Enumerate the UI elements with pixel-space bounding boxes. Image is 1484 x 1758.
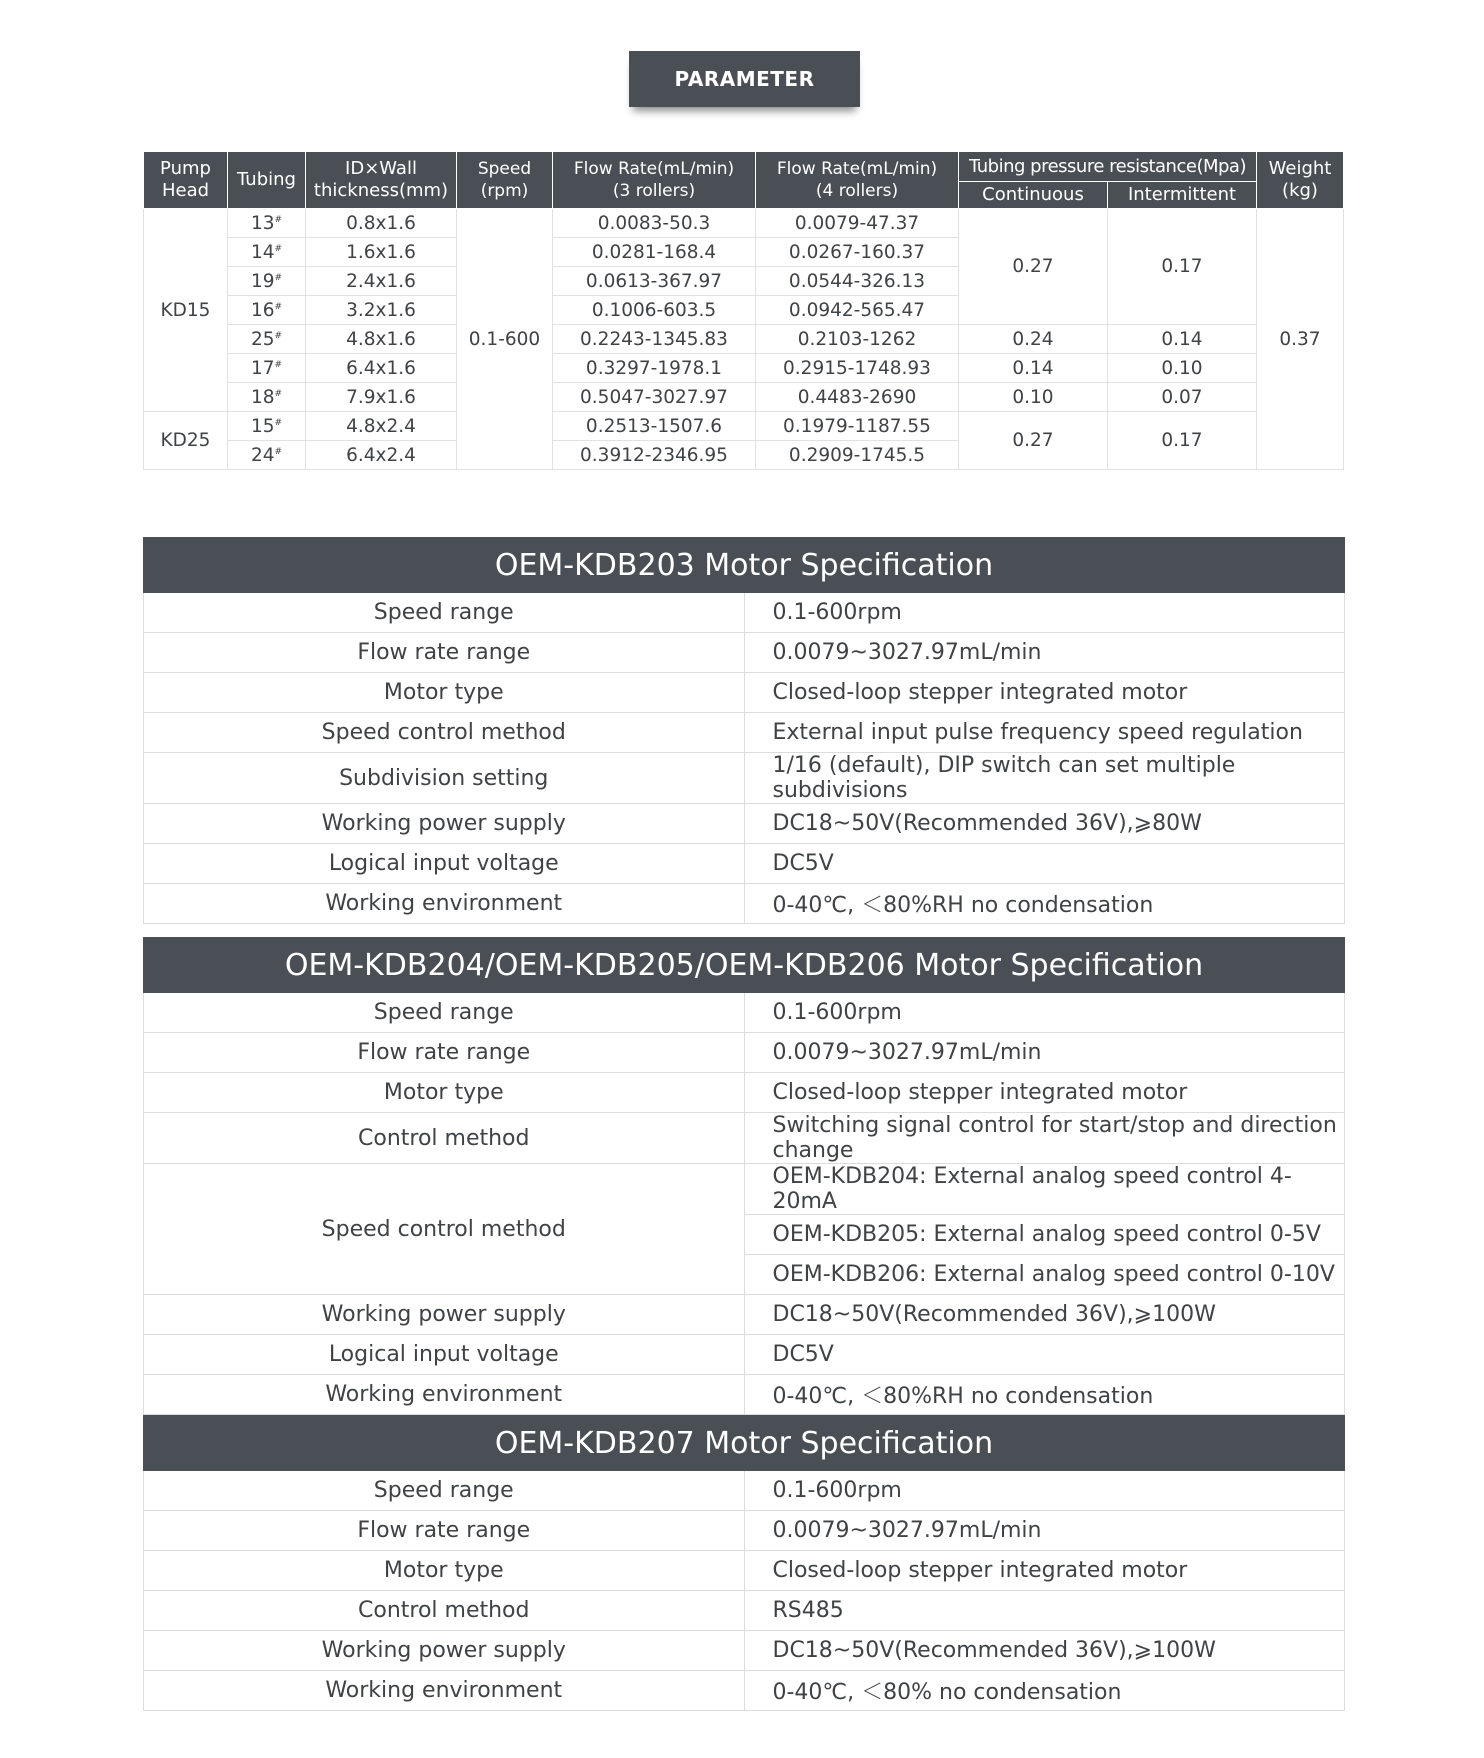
tubing-cell: 24# bbox=[228, 441, 306, 470]
flow-4-cell: 0.2103-1262 bbox=[756, 325, 959, 354]
spec-key: Speed range bbox=[144, 593, 745, 633]
tubing-cell: 18# bbox=[228, 383, 306, 412]
flow-4-cell: 0.2915-1748.93 bbox=[756, 354, 959, 383]
spec-value: Switching signal control for start/stop and direction change bbox=[744, 1113, 1345, 1164]
spec-key: Working power supply bbox=[144, 804, 745, 844]
id-wall-cell: 1.6x1.6 bbox=[306, 238, 457, 267]
spec-value: DC18~50V(Recommended 36V),⩾80W bbox=[744, 804, 1345, 844]
header-flow-4-rollers: Flow Rate(mL/min) (4 rollers) bbox=[756, 152, 959, 209]
spec-value: OEM-KDB204: External analog speed control 4-20mA bbox=[744, 1164, 1345, 1215]
tubing-cell: 13# bbox=[228, 209, 306, 238]
header-speed: Speed (rpm) bbox=[457, 152, 553, 209]
spec-value: External input pulse frequency speed regulation bbox=[744, 713, 1345, 753]
tubing-cell: 17# bbox=[228, 354, 306, 383]
intermittent-cell: 0.07 bbox=[1108, 383, 1257, 412]
spec-value: 0.1-600rpm bbox=[744, 1471, 1345, 1511]
spec-value: 0.0079~3027.97mL/min bbox=[744, 1511, 1345, 1551]
id-wall-cell: 7.9x1.6 bbox=[306, 383, 457, 412]
spec-key: Working environment bbox=[144, 884, 745, 924]
flow-3-cell: 0.5047-3027.97 bbox=[553, 383, 756, 412]
intermittent-cell: 0.10 bbox=[1108, 354, 1257, 383]
tubing-cell: 25# bbox=[228, 325, 306, 354]
intermittent-cell: 0.17 bbox=[1108, 412, 1257, 470]
tubing-cell: 14# bbox=[228, 238, 306, 267]
spec-key: Flow rate range bbox=[144, 1033, 745, 1073]
tubing-cell: 19# bbox=[228, 267, 306, 296]
tubing-cell: 16# bbox=[228, 296, 306, 325]
continuous-cell: 0.14 bbox=[959, 354, 1108, 383]
header-tubing: Tubing bbox=[228, 152, 306, 209]
spec-value: DC18~50V(Recommended 36V),⩾100W bbox=[744, 1631, 1345, 1671]
spec-key: Working environment bbox=[144, 1375, 745, 1415]
header-intermittent: Intermittent bbox=[1108, 182, 1257, 209]
id-wall-cell: 6.4x1.6 bbox=[306, 354, 457, 383]
header-continuous: Continuous bbox=[959, 182, 1108, 209]
spec-value: DC5V bbox=[744, 844, 1345, 884]
continuous-cell: 0.24 bbox=[959, 325, 1108, 354]
spec-table-kdb207 bbox=[143, 1415, 1345, 1711]
intermittent-cell: 0.14 bbox=[1108, 325, 1257, 354]
intermittent-cell: 0.17 bbox=[1108, 209, 1257, 325]
spec-value: Closed-loop stepper integrated motor bbox=[744, 673, 1345, 713]
spec-key: Control method bbox=[144, 1591, 745, 1631]
parameter-table bbox=[143, 151, 1344, 470]
flow-3-cell: 0.3912-2346.95 bbox=[553, 441, 756, 470]
spec-key: Speed range bbox=[144, 1471, 745, 1511]
weight-cell: 0.37 bbox=[1257, 209, 1344, 470]
pump-head-kd25: KD25 bbox=[144, 412, 228, 470]
spec-key: Flow rate range bbox=[144, 633, 745, 673]
spec-value: RS485 bbox=[744, 1591, 1345, 1631]
spec-title: OEM-KDB204/OEM-KDB205/OEM-KDB206 Motor Specification bbox=[144, 938, 1345, 993]
header-pressure-resistance: Tubing pressure resistance(Mpa) bbox=[959, 152, 1257, 182]
flow-3-cell: 0.0083-50.3 bbox=[553, 209, 756, 238]
spec-title: OEM-KDB203 Motor Specification bbox=[144, 538, 1345, 593]
spec-key: Logical input voltage bbox=[144, 844, 745, 884]
tubing-cell: 15# bbox=[228, 412, 306, 441]
flow-4-cell: 0.4483-2690 bbox=[756, 383, 959, 412]
flow-4-cell: 0.0942-565.47 bbox=[756, 296, 959, 325]
spec-key-speed-control: Speed control method bbox=[144, 1164, 745, 1295]
spec-value: Closed-loop stepper integrated motor bbox=[744, 1073, 1345, 1113]
spec-value: 0.1-600rpm bbox=[744, 993, 1345, 1033]
spec-value: DC18~50V(Recommended 36V),⩾100W bbox=[744, 1295, 1345, 1335]
spec-value: OEM-KDB205: External analog speed control 0-5V bbox=[744, 1215, 1345, 1255]
flow-3-cell: 0.0613-367.97 bbox=[553, 267, 756, 296]
spec-value: Closed-loop stepper integrated motor bbox=[744, 1551, 1345, 1591]
flow-3-cell: 0.2513-1507.6 bbox=[553, 412, 756, 441]
header-flow-3-rollers: Flow Rate(mL/min) (3 rollers) bbox=[553, 152, 756, 209]
id-wall-cell: 4.8x2.4 bbox=[306, 412, 457, 441]
flow-3-cell: 0.2243-1345.83 bbox=[553, 325, 756, 354]
spec-value: 1/16 (default), DIP switch can set multiple subdivisions bbox=[744, 753, 1345, 804]
flow-3-cell: 0.0281-168.4 bbox=[553, 238, 756, 267]
flow-4-cell: 0.0267-160.37 bbox=[756, 238, 959, 267]
header-id-wall: ID×Wall thickness(mm) bbox=[306, 152, 457, 209]
spec-value: DC5V bbox=[744, 1335, 1345, 1375]
spec-value: 0-40℃, ＜80%RH no condensation bbox=[744, 884, 1345, 924]
continuous-cell: 0.27 bbox=[959, 412, 1108, 470]
flow-4-cell: 0.0544-326.13 bbox=[756, 267, 959, 296]
id-wall-cell: 2.4x1.6 bbox=[306, 267, 457, 296]
spec-key: Control method bbox=[144, 1113, 745, 1164]
spec-key: Motor type bbox=[144, 673, 745, 713]
parameter-badge: PARAMETER bbox=[629, 51, 860, 107]
spec-value: 0-40℃, ＜80%RH no condensation bbox=[744, 1375, 1345, 1415]
continuous-cell: 0.10 bbox=[959, 383, 1108, 412]
spec-title: OEM-KDB207 Motor Specification bbox=[144, 1416, 1345, 1471]
spec-key: Working power supply bbox=[144, 1295, 745, 1335]
spec-value: 0-40℃, ＜80% no condensation bbox=[744, 1671, 1345, 1711]
flow-3-cell: 0.1006-603.5 bbox=[553, 296, 756, 325]
continuous-cell: 0.27 bbox=[959, 209, 1108, 325]
header-weight: Weight (kg) bbox=[1257, 152, 1344, 209]
flow-4-cell: 0.1979-1187.55 bbox=[756, 412, 959, 441]
flow-4-cell: 0.0079-47.37 bbox=[756, 209, 959, 238]
spec-key: Motor type bbox=[144, 1073, 745, 1113]
flow-4-cell: 0.2909-1745.5 bbox=[756, 441, 959, 470]
header-pump-head: Pump Head bbox=[144, 152, 228, 209]
spec-key: Subdivision setting bbox=[144, 753, 745, 804]
spec-table-kdb203 bbox=[143, 537, 1345, 924]
spec-value: 0.1-600rpm bbox=[744, 593, 1345, 633]
spec-key: Working environment bbox=[144, 1671, 745, 1711]
id-wall-cell: 6.4x2.4 bbox=[306, 441, 457, 470]
spec-key: Motor type bbox=[144, 1551, 745, 1591]
spec-value: 0.0079~3027.97mL/min bbox=[744, 1033, 1345, 1073]
spec-key: Logical input voltage bbox=[144, 1335, 745, 1375]
spec-key: Speed range bbox=[144, 993, 745, 1033]
spec-table-kdb204-206 bbox=[143, 937, 1345, 1415]
spec-value: OEM-KDB206: External analog speed control 0-10V bbox=[744, 1255, 1345, 1295]
id-wall-cell: 4.8x1.6 bbox=[306, 325, 457, 354]
flow-3-cell: 0.3297-1978.1 bbox=[553, 354, 756, 383]
id-wall-cell: 0.8x1.6 bbox=[306, 209, 457, 238]
spec-key: Speed control method bbox=[144, 713, 745, 753]
spec-value: 0.0079~3027.97mL/min bbox=[744, 633, 1345, 673]
pump-head-kd15: KD15 bbox=[144, 209, 228, 412]
speed-cell: 0.1-600 bbox=[457, 209, 553, 470]
id-wall-cell: 3.2x1.6 bbox=[306, 296, 457, 325]
spec-key: Flow rate range bbox=[144, 1511, 745, 1551]
spec-key: Working power supply bbox=[144, 1631, 745, 1671]
